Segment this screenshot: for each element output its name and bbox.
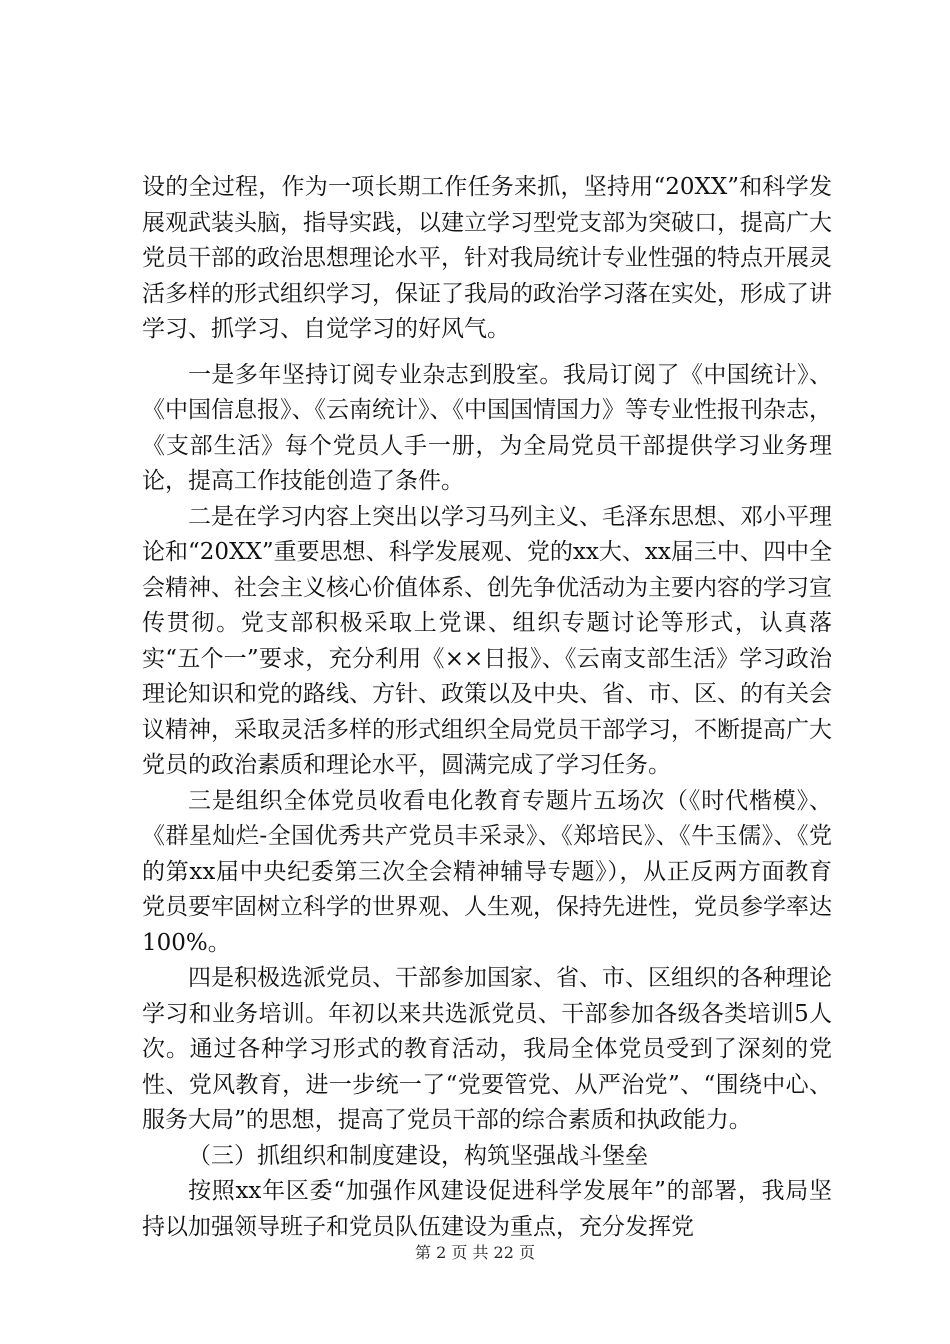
paragraph-section-body: 按照xx年区委“加强作风建设促进科学发展年”的部署，我局坚持以加强领导班子和党员队伍建设为重点，充分发挥党 — [142, 1178, 832, 1240]
paragraph-item-1: 一是多年坚持订阅专业杂志到股室。我局订阅了《中国统计》、《中国信息报》、《云南统计》、《中国国情国力》等专业性报刊杂志，《支部生活》每个党员人手一册，为全局党员干部提供学习业务理论，提高工作技能创造了条件。 — [142, 361, 832, 494]
paragraph-item-3: 三是组织全体党员收看电化教育专题片五场次（《时代楷模》、《群星灿烂-全国优秀共产党员丰采录》、《郑培民》、《牛玉儒》、《党的第xx届中央纪委第三次全会精神辅导专题》），从正反两方面教育党员要牢固树立科学的世界观、人生观，保持先进性，党员参学率达100%。 — [142, 787, 832, 956]
document-body — [142, 170, 832, 1245]
paragraph-item-4: 四是积极选派党员、干部参加国家、省、市、区组织的各种理论学习和业务培训。年初以来共选派党员、干部参加各级各类培训5人次。通过各种学习形式的教育活动，我局全体党员受到了深刻的党性、党风教育，进一步统一了“党要管党、从严治党”、“围绕中心、服务大局”的思想，提高了党员干部的综合素质和执政能力。 — [142, 965, 832, 1133]
page-footer: 第 2 页 共 22 页 — [415, 1243, 535, 1262]
paragraph-gap — [142, 348, 832, 358]
paragraph-continuation: 设的全过程，作为一项长期工作任务来抓，坚持用“20XX”和科学发展观武装头脑，指导实践，以建立学习型党支部为突破口，提高广大党员干部的政治思想理论水平，针对我局统计专业性强的特点开展灵活多样的形式组织学习，保证了我局的政治学习落在实处，形成了讲学习、抓学习、自觉学习的好风气。 — [142, 174, 832, 342]
section-heading: （三）抓组织和制度建设，构筑坚强战斗堡垒 — [188, 1142, 648, 1169]
paragraph-item-2: 二是在学习内容上突出以学习马列主义、毛泽东思想、邓小平理论和“20XX”重要思想、科学发展观、党的xx大、xx届三中、四中全会精神、社会主义核心价值体系、创先争优活动为主要内容的学习宣传贯彻。党支部积极采取上党课、组织专题讨论等形式，认真落实“五个一”要求，充分利用《××日报》、《云南支部生活》学习政治理论知识和党的路线、方针、政策以及中央、省、市、区、的有关会议精神，采取灵活多样的形式组织全局党员干部学习，不断提高广大党员的政治素质和理论水平，圆满完成了学习任务。 — [142, 503, 832, 778]
